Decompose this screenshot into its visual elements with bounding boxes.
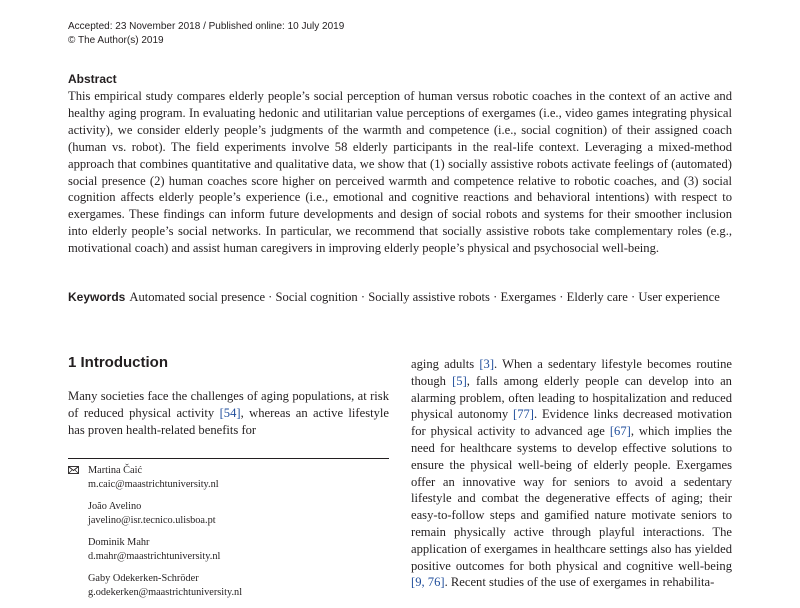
author-name: Martina Čaić bbox=[88, 465, 143, 476]
reference-link-67[interactable]: [67] bbox=[609, 424, 631, 439]
intro-text: aging adults bbox=[411, 357, 480, 371]
intro-text: , falls among elderly people can develop into an alarming problem, often leading to hospitalization and reduced physical autonomy bbox=[411, 373, 732, 422]
reference-link-5[interactable]: [5] bbox=[452, 373, 467, 388]
section-title-introduction: 1 Introduction bbox=[68, 354, 168, 371]
article-copyright: © The Author(s) 2019 bbox=[68, 35, 164, 46]
keywords-text: Automated social presence · Social cognition · Socially assistive robots · Exergames · Elderly care · User experience bbox=[129, 290, 720, 304]
article-dates: Accepted: 23 November 2018 / Published online: 10 July 2019 bbox=[68, 21, 345, 32]
reference-link-77[interactable]: [77] bbox=[513, 407, 534, 422]
intro-text: . When a sedentary lifestyle becomes routine though bbox=[411, 357, 732, 388]
intro-text: . Recent studies of the use of exergames in rehabilita- bbox=[444, 575, 715, 590]
author-name: Gaby Odekerken-Schröder bbox=[88, 573, 199, 584]
intro-paragraph-left bbox=[68, 388, 389, 439]
intro-text: , which implies the need for healthcare systems to develop effective solutions to ensure the physical well-being of elderly people. Exergames offer an innovative way for seniors to avoid a sedentary lifestyle and combat the degenerative effects of aging; their easy-to-follow steps and gamified nature motivate seniors to remain physically active through playful interactions. The application of exergames in healthcare settings also has yielded positive outcomes for both physical and cognitive well-being bbox=[411, 424, 732, 573]
abstract-text: This empirical study compares elderly people’s social perception of human versus robotic coaches in the context of an active and healthy aging program. In evaluating hedonic and utilitarian value perceptions of exergames (i.e., video games integrating physical activity), we consider elderly people’s judgments of the warmth and competence (i.e., social cognition) of their assigned coach (human vs. robot). The field experiments involve 58 elderly participants in the real-life context. Leveraging a mixed-method approach that combines quantitative and qualitative data, we show that (1) socially assistive robots activate feelings of (automated) social presence (2) human coaches score higher on perceived warmth and competence relative to robotic coaches, and (3) social cognition affects elderly people’s experience (i.e., emotional and cognitive reactions and behavioral intentions) with respect to exergames. These findings can inform future developments and design of social robots and systems for their smoother inclusion into elderly people’s social networks. In particular, we recommend that socially assistive robots take complementary roles (e.g., motivational coach) and assist human caregivers in improving elderly people’s physical and psychosocial well-being. bbox=[68, 89, 732, 256]
abstract-heading: Abstract bbox=[68, 72, 117, 86]
author-email[interactable]: m.caic@maastrichtuniversity.nl bbox=[88, 479, 219, 490]
footnote-divider bbox=[68, 458, 389, 459]
keywords-label: Keywords bbox=[68, 290, 126, 304]
author-entry bbox=[68, 464, 389, 492]
keywords bbox=[68, 289, 732, 306]
author-entry bbox=[68, 500, 389, 528]
author-email[interactable]: d.mahr@maastrichtuniversity.nl bbox=[88, 551, 221, 562]
author-email[interactable]: javelino@isr.tecnico.ulisboa.pt bbox=[88, 515, 216, 526]
intro-text: . Evidence links decreased motivation for physical activity to advanced age bbox=[411, 407, 732, 439]
reference-link-54[interactable]: [54] bbox=[219, 406, 241, 420]
intro-text: Many societies face the challenges of aging populations, at risk of reduced physical activity bbox=[68, 389, 389, 420]
author-name: Dominik Mahr bbox=[88, 537, 150, 548]
author-entry bbox=[68, 572, 389, 600]
author-affiliations bbox=[68, 464, 389, 608]
author-entry bbox=[68, 536, 389, 564]
intro-text: , whereas an active lifestyle has proven health-related benefits for bbox=[68, 406, 389, 437]
author-email[interactable]: g.odekerken@maastrichtuniversity.nl bbox=[88, 587, 243, 598]
reference-link-9-76[interactable]: [9, 76] bbox=[411, 575, 445, 590]
envelope-icon bbox=[68, 466, 79, 474]
author-name: João Avelino bbox=[88, 501, 142, 512]
reference-link-3[interactable]: [3] bbox=[479, 357, 495, 371]
intro-paragraph-right bbox=[411, 356, 732, 591]
article-meta bbox=[68, 20, 344, 48]
